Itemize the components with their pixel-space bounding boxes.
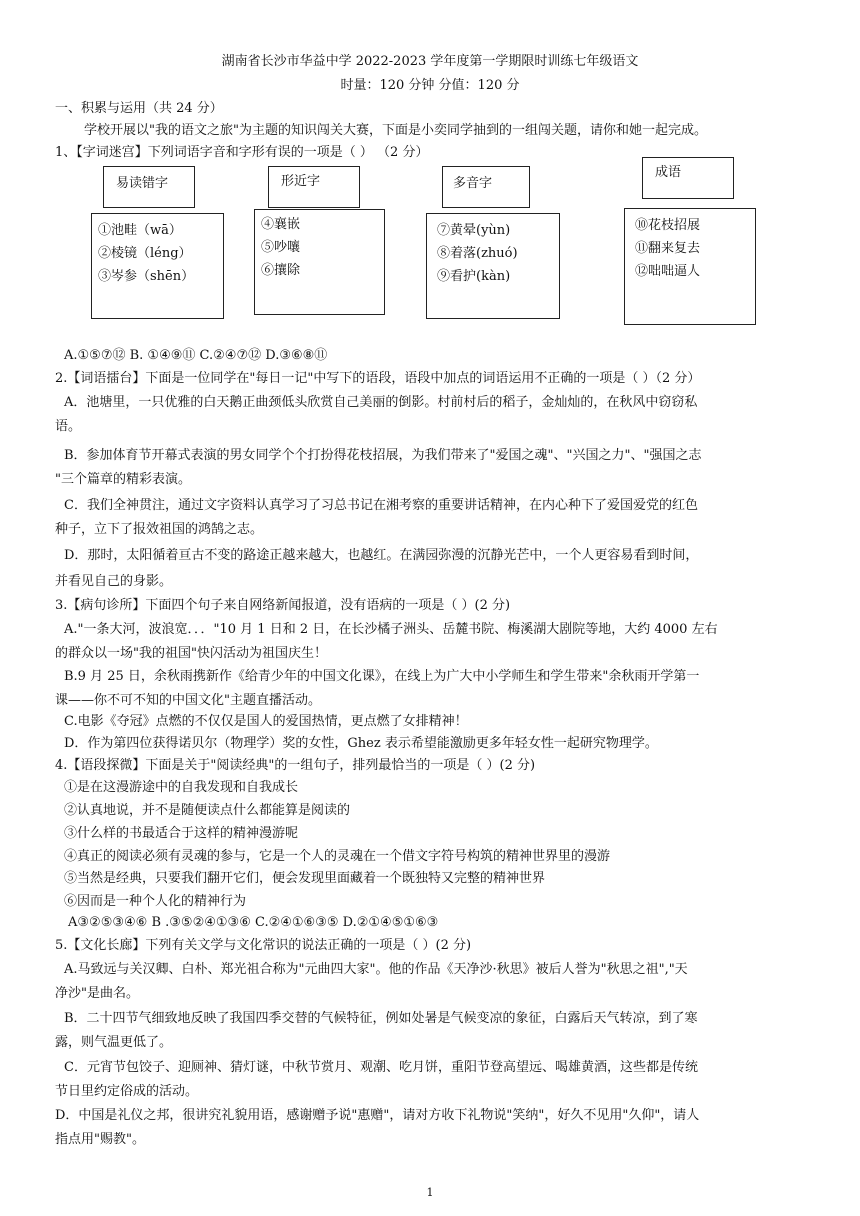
- word-item: ⑧着落(zhuó): [437, 246, 518, 261]
- word-item: ②棱镜（léng）: [98, 246, 192, 261]
- category-label: 易读错字: [116, 176, 169, 191]
- question-5-stem: 5.【文化长廊】下列有关文学与文化常识的说法正确的一项是（ ）(2 分): [55, 938, 472, 953]
- category-box-3: [442, 166, 530, 208]
- question-4-sentence-3: ③什么样的书最适合于这样的精神漫游呢: [64, 826, 299, 841]
- category-label: 成语: [655, 165, 682, 180]
- category-box-4: [642, 157, 734, 199]
- category-label: 多音字: [453, 176, 493, 191]
- word-item: ③岑参（shēn）: [98, 269, 195, 284]
- question-2-option-a-cont: 语。: [55, 419, 82, 434]
- question-4-sentence-5: ⑤当然是经典，只要我们翻开它们，便会发现里面藏着一个既独特又完整的精神世界: [64, 871, 546, 886]
- question-5-option-a-cont: 净沙"是曲名。: [55, 986, 139, 1001]
- question-5-option-a: A.马致远与关汉卿、白朴、郑光祖合称为"元曲四大家"。他的作品《天净沙·秋思》被后人誉为"秋思之祖","天: [64, 962, 688, 977]
- question-2-stem: 2.【词语擂台】下面是一位同学在"每日一记"中写下的语段，语段中加点的词语运用不正确的一项是（ ）（2 分）: [55, 371, 701, 386]
- question-2-option-c: C．我们全神贯注，通过文字资料认真学习了习总书记在湘考察的重要讲话精神，在内心种下了爱国爱党的红色: [64, 498, 698, 513]
- question-5-option-d-cont: 指点用"赐教"。: [55, 1132, 145, 1147]
- word-item: ⑤吵嚷: [261, 240, 301, 255]
- question-2-option-c-cont: 种子，立下了报效祖国的鸿鹄之志。: [55, 522, 264, 537]
- question-2-option-d: D．那时，太阳循着亘古不变的路途正越来越大，也越红。在满园弥漫的沉静光芒中，一个人更容易看到时间，: [64, 548, 699, 563]
- question-1-options: A.①⑤⑦⑫ B. ①④⑨⑪ C.②④⑦⑫ D.③⑥⑧⑪: [64, 348, 328, 363]
- question-3-option-a-cont: 的群众以一场"我的祖国"快闪活动为祖国庆生！: [55, 646, 327, 661]
- question-5-option-d: D．中国是礼仪之邦，很讲究礼貌用语，感谢赠予说"惠赠"，请对方收下礼物说"笑纳"，好久不见用"久仰"，请人: [55, 1108, 700, 1123]
- question-4-options: A③②⑤③④⑥ B .③⑤②④①③⑥ C.②④①⑥③⑤ D.②①④⑤①⑥③: [68, 915, 439, 930]
- question-2-option-b-cont: "三个篇章的精彩表演。: [55, 472, 191, 487]
- question-4-sentence-2: ②认真地说，并不是随便读点什么都能算是阅读的: [64, 803, 351, 818]
- question-4-sentence-4: ④真正的阅读必须有灵魂的参与，它是一个人的灵魂在一个借文字符号构筑的精神世界里的漫游: [64, 849, 611, 864]
- question-5-option-b: B．二十四节气细致地反映了我国四季交替的气候特征，例如处暑是气候变凉的象征，白露后天气转凉，到了寒: [64, 1011, 698, 1026]
- word-item: ①池畦（wā）: [98, 223, 182, 238]
- exam-subtitle: 时量：120 分钟 分值：120 分: [340, 78, 520, 93]
- exam-title: 湖南省长沙市华益中学 2022-2023 学年度第一学期限时训练七年级语文: [221, 54, 639, 69]
- question-3-option-c: C.电影《夺冠》点燃的不仅仅是国人的爱国热情，更点燃了女排精神！: [64, 714, 468, 729]
- word-item: ⑩花枝招展: [635, 218, 701, 233]
- question-4-sentence-1: ①是在这漫游途中的自我发现和自我成长: [64, 780, 299, 795]
- question-5-option-c: C．元宵节包饺子、迎厕神、猜灯谜，中秋节赏月、观潮、吃月饼，重阳节登高望远、喝雄黄酒，这些都是传统: [64, 1060, 698, 1075]
- category-label: 形近字: [281, 174, 321, 189]
- word-item: ④襄嵌: [261, 217, 301, 232]
- question-1-stem: 1、【字词迷宫】下列词语字音和字形有误的一项是（ ） （2 分）: [55, 145, 429, 160]
- question-3-option-a: A."一条大河，波浪宽．．．"10 月 1 日和 2 日，在长沙橘子洲头、岳麓书院、梅溪湖大剧院等地，大约 4000 左右: [64, 622, 718, 637]
- question-3-stem: 3.【病句诊所】下面四个句子来自网络新闻报道，没有语病的一项是（ ）(2 分): [55, 598, 511, 613]
- question-2-option-d-cont: 并看见自己的身影。: [55, 574, 173, 589]
- category-box-1: [103, 166, 195, 208]
- question-4-sentence-6: ⑥因而是一种个人化的精神行为: [64, 894, 247, 909]
- items-box-1: [91, 213, 224, 319]
- word-item: ⑫咄咄逼人: [635, 264, 701, 279]
- question-5-option-c-cont: 节日里约定俗成的活动。: [55, 1084, 199, 1099]
- question-4-stem: 4.【语段探微】下面是关于"阅读经典"的一组句子，排列最恰当的一项是（ ）(2 分): [55, 758, 536, 773]
- question-5-option-b-cont: 露，则气温更低了。: [55, 1035, 173, 1050]
- word-item: ⑪翻来复去: [635, 241, 701, 256]
- word-item: ⑥攘除: [261, 263, 301, 278]
- question-3-option-b: B.9 月 25 日，余秋雨携新作《给青少年的中国文化课》，在线上为广大中小学师生和学生带来"余秋雨开学第一: [64, 669, 700, 684]
- question-3-option-d: D．作为第四位获得诺贝尔（物理学）奖的女性，Ghez 表示希望能激励更多年轻女性一起研究物理学。: [64, 736, 658, 751]
- section-heading: 一、积累与运用（共 24 分）: [55, 101, 223, 116]
- section-intro: 学校开展以"我的语文之旅"为主题的知识闯关大赛，下面是小奕同学抽到的一组闯关题，请你和她一起完成。: [84, 123, 707, 138]
- items-box-4: [624, 208, 756, 325]
- question-2-option-a: A．池塘里，一只优雅的白天鹅正曲颈低头欣赏自己美丽的倒影。村前村后的稻子，金灿灿的，在秋风中窃窃私: [64, 395, 698, 410]
- page-number: 1: [426, 1186, 434, 1199]
- question-3-option-b-cont: 课——你不可不知的中国文化"主题直播活动。: [55, 693, 321, 708]
- question-2-option-b: B．参加体育节开幕式表演的男女同学个个打扮得花枝招展，为我们带来了"爱国之魂"、"兴国之力"、"强国之志: [64, 448, 702, 463]
- category-box-2: [268, 166, 360, 208]
- word-item: ⑦黄晕(yùn): [437, 223, 511, 238]
- items-box-3: [426, 213, 560, 319]
- word-item: ⑨看护(kàn): [437, 269, 511, 284]
- items-box-2: [254, 209, 385, 315]
